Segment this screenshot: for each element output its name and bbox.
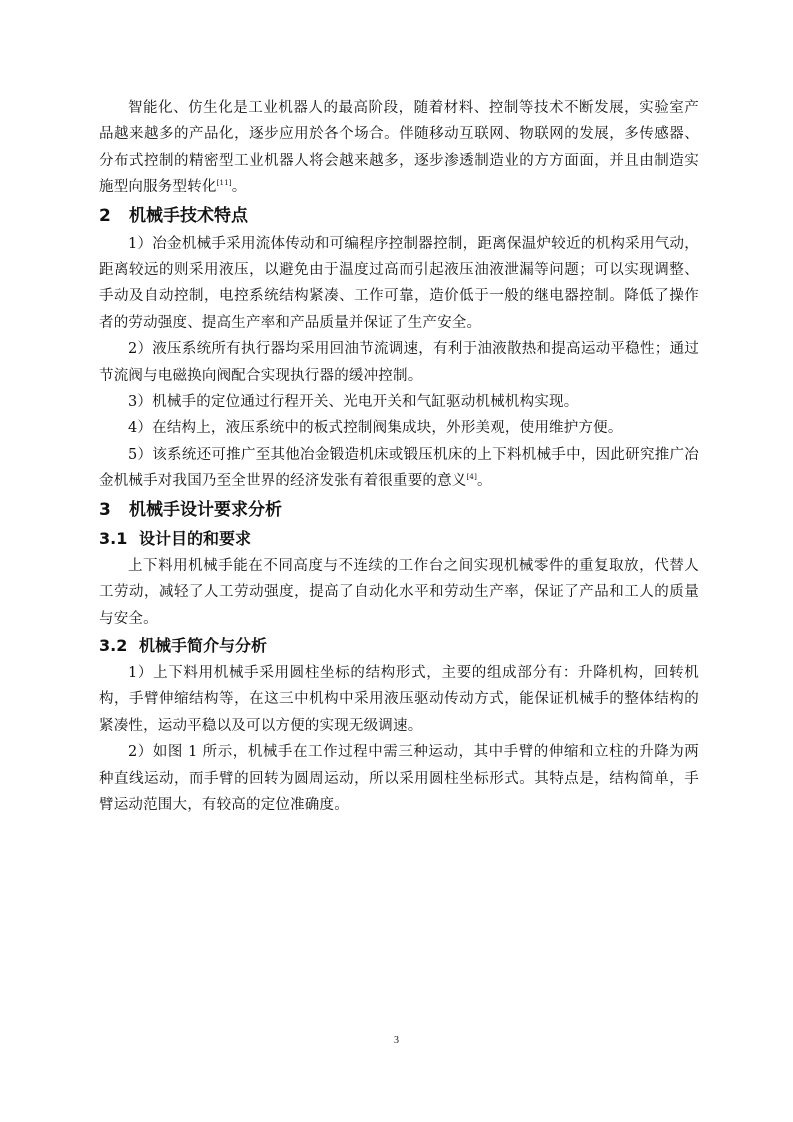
citation: [4]	[466, 473, 478, 482]
page-number: 3	[394, 1035, 399, 1046]
list-item-end: 。	[477, 473, 492, 490]
subsection-heading	[99, 632, 699, 660]
section-title: 机械手设计要求分析	[129, 499, 282, 520]
section-heading	[99, 495, 699, 525]
citation: [11]	[216, 179, 232, 188]
section-number: 3	[99, 499, 111, 520]
intro-text: 智能化、仿生化是工业机器人的最高阶段，随着材料、控制等技术不断发展，实验室产品越来越多的产品化，逐步应用於各个场合。伴随移动互联网、物联网的发展，多传感器、分布式控制的精密型工业机器人将会越来越多，逐步渗透制造业的方方面面，并且由制造实施型向服务型转化	[99, 100, 699, 196]
section-heading	[99, 201, 699, 231]
list-item: 2）如图 1 所示，机械手在工作过程中需三种运动，其中手臂的伸缩和立柱的升降为两种直线运动，而手臂的回转为圆周运动，所以采用圆柱坐标形式。其特点是，结构简单，手臂运动范围大，有较高的定位准确度。	[99, 744, 699, 813]
section-number: 2	[99, 205, 111, 226]
list-item: 1）冶金机械手采用流体传动和可编程序控制器控制，距离保温炉较近的机构采用气动，距离较远的则采用液压，以避免由于温度过高而引起液压油液泄漏等问题；可以实现调整、手动及自动控制，电控系统结构紧凑、工作可靠，造价低于一般的继电器控制。降低了操作者的劳动强度、提高生产率和产品质量并保证了生产安全。	[99, 235, 699, 331]
list-item	[99, 442, 699, 495]
list-item: 3）机械手的定位通过行程开关、光电开关和气缸驱动机械机构实现。	[128, 394, 579, 411]
subsection-number: 3.1	[99, 528, 128, 548]
page-content	[99, 95, 699, 818]
subsection-number: 3.2	[99, 635, 128, 655]
list-item: 1）上下料用机械手采用圆柱坐标的结构形式，主要的组成部分有：升降机构，回转机构，手臂伸缩结构等，在这三中机构中采用液压驱动传动方式，能保证机械手的整体结构的紧凑性，运动平稳以及可以方便的实现无级调速。	[99, 664, 699, 734]
section-title: 机械手技术特点	[129, 205, 248, 226]
intro-paragraph	[99, 95, 699, 201]
list-item: 4）在结构上，液压系统中的板式控制阀集成块，外形美观，使用维护方便。	[128, 420, 623, 437]
list-item: 2）液压系统所有执行器均采用回油节流调速，有利于油液散热和提高运动平稳性；通过节流阀与电磁换向阀配合实现执行器的缓冲控制。	[99, 341, 699, 384]
subsection-heading	[99, 525, 699, 553]
list-item-text: 5）该系统还可推广至其他冶金锻造机床或锻压机床的上下料机械手中，因此研究推广冶金机械手对我国乃至全世界的经济发张有着很重要的意义	[99, 446, 699, 490]
intro-end: 。	[231, 179, 247, 196]
paragraph: 上下料用机械手能在不同高度与不连续的工作台之间实现机械零件的重复取放，代替人工劳动，减轻了人工劳动强度，提高了自动化水平和劳动生产率，保证了产品和工人的质量与安全。	[99, 557, 699, 627]
subsection-title: 设计目的和要求	[139, 528, 252, 548]
subsection-title: 机械手简介与分析	[139, 635, 268, 655]
